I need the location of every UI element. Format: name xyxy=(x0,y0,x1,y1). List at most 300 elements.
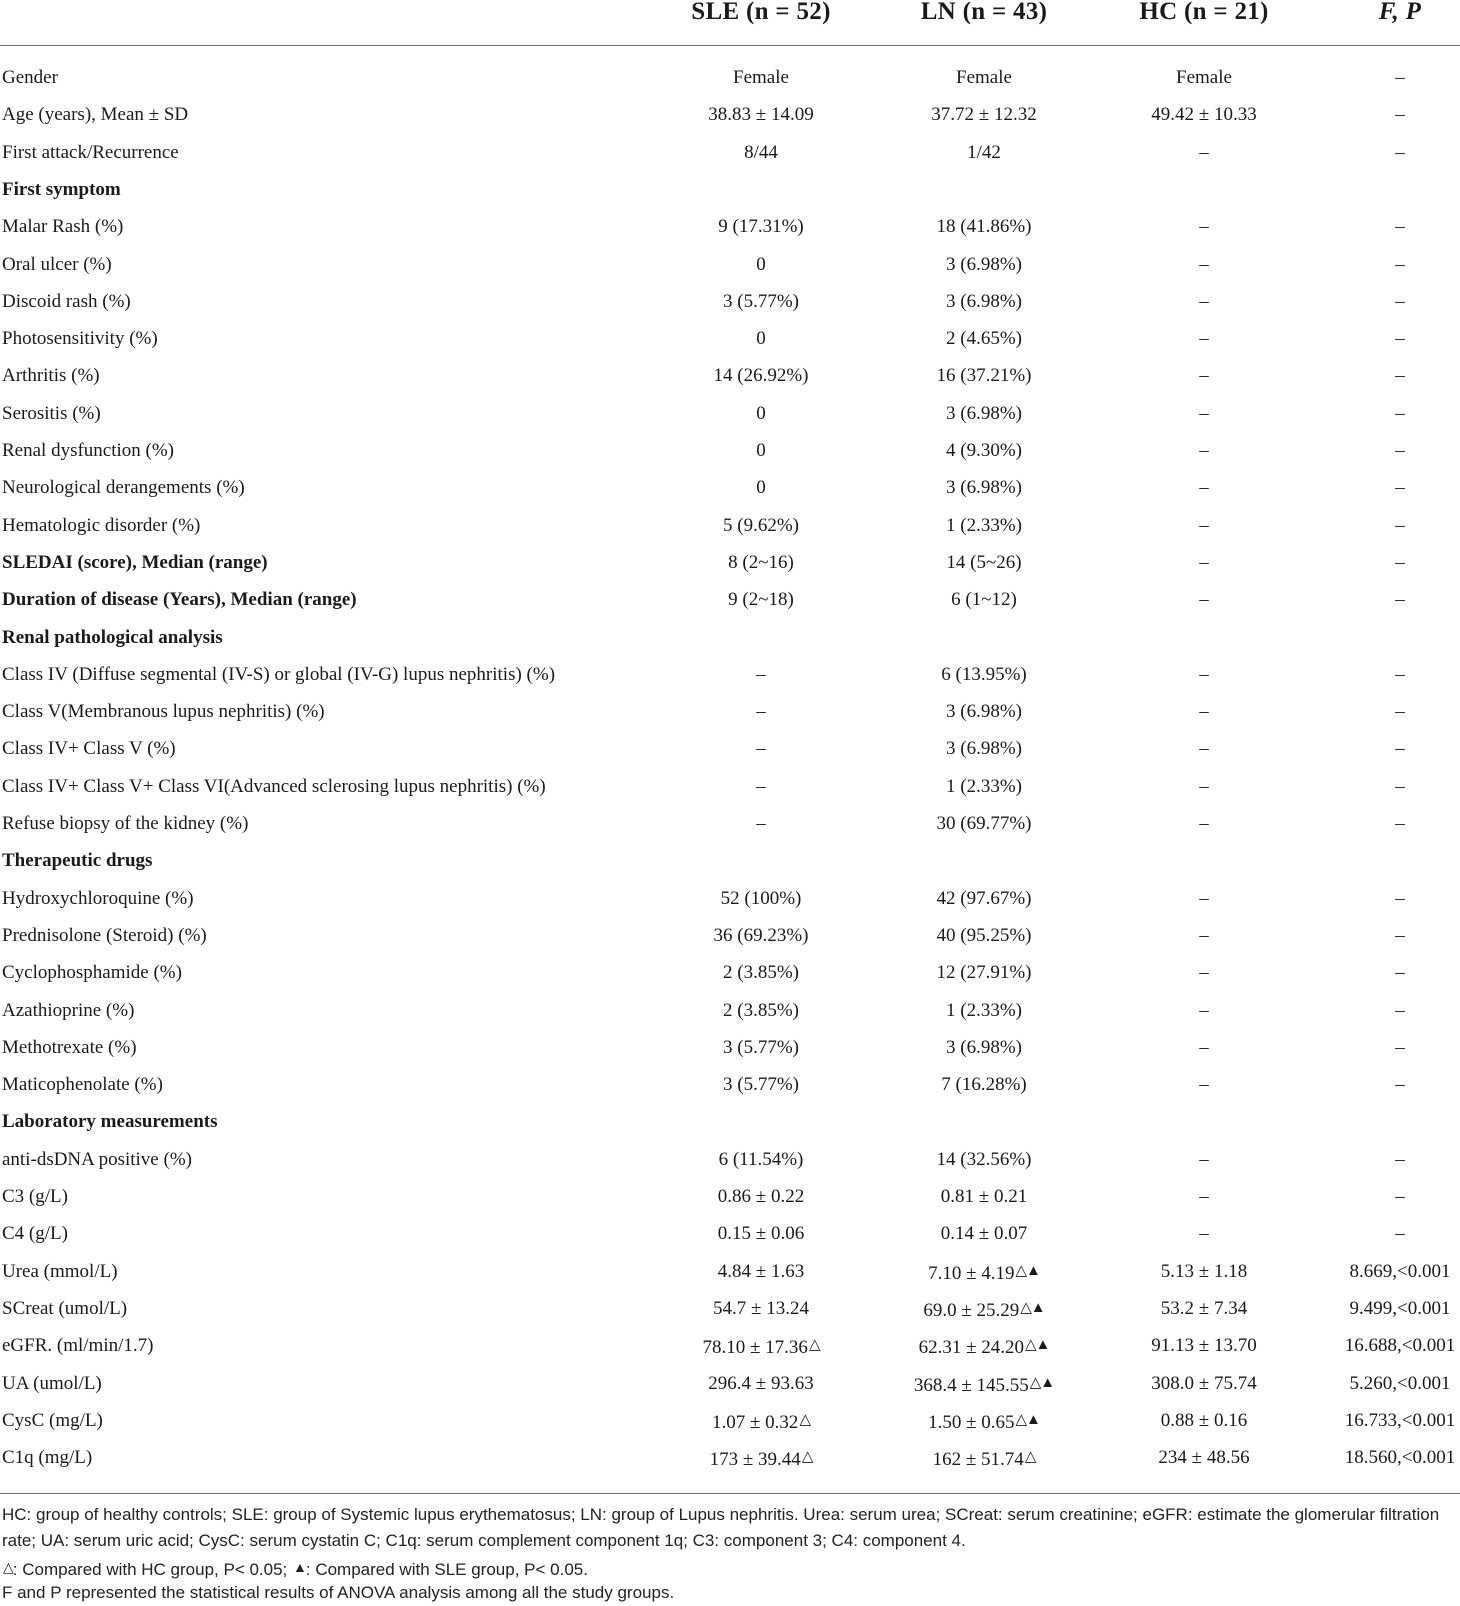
hc-value xyxy=(1151,1327,1256,1364)
ln-value xyxy=(941,656,1026,693)
ln-value-text: 18 (41.86%) xyxy=(936,216,1032,238)
row-label-text: Renal dysfunction (%) xyxy=(2,440,175,461)
row-label xyxy=(2,1290,127,1327)
sle-value xyxy=(723,954,799,991)
row-label xyxy=(2,1365,102,1402)
row-label-text: Methotrexate (%) xyxy=(2,1036,137,1058)
sle-value xyxy=(713,1290,809,1327)
sle-value-text: 9 (17.31%) xyxy=(718,216,804,238)
f-p-value-text: – xyxy=(1395,104,1405,126)
hc-value-text: – xyxy=(1199,701,1209,723)
table-row xyxy=(0,246,1460,283)
f-p-value xyxy=(1395,768,1405,805)
row-label xyxy=(2,432,174,469)
hc-value xyxy=(1199,1066,1209,1103)
ln-value-text: 42 (97.67%) xyxy=(936,887,1032,909)
sle-value-text: 2 (3.85%) xyxy=(723,962,799,984)
significance-marker-icon: △▲ xyxy=(1020,1299,1045,1316)
ln-value xyxy=(967,134,1001,171)
row-label xyxy=(2,59,58,96)
hc-value-text: – xyxy=(1199,328,1209,350)
sle-value-text: 36 (69.23%) xyxy=(713,924,809,946)
row-label-text: First attack/Recurrence xyxy=(2,141,179,163)
ln-value-text: 3 (6.98%) xyxy=(946,402,1022,424)
ln-value-text: 3 (6.98%) xyxy=(946,1036,1022,1058)
significance-marker-icon: △▲ xyxy=(1029,1374,1055,1391)
hc-value xyxy=(1199,208,1209,245)
table-row xyxy=(0,656,1460,693)
sle-value xyxy=(718,208,803,245)
sle-value-text: – xyxy=(756,663,766,685)
header-ln: LN (n = 43) xyxy=(920,0,1048,25)
sle-value-text: 3 (5.77%) xyxy=(723,1074,799,1096)
sle-value xyxy=(703,1327,820,1366)
hc-value xyxy=(1151,96,1256,133)
ln-value-text: 0.81 ± 0.21 xyxy=(940,1186,1028,1207)
hc-value xyxy=(1161,1402,1247,1439)
row-label xyxy=(2,992,134,1029)
hc-value-text: – xyxy=(1199,999,1209,1021)
hc-value-text: 49.42 ± 10.33 xyxy=(1151,104,1257,126)
hc-value xyxy=(1158,1439,1249,1476)
hc-value-text: – xyxy=(1199,477,1209,499)
sle-value-text: 0 xyxy=(756,402,766,424)
ln-value-text: 1/42 xyxy=(967,141,1001,163)
ln-value xyxy=(937,357,1032,394)
filled-triangle-icon: ▲ xyxy=(293,1559,306,1575)
ln-value xyxy=(933,1439,1036,1478)
hc-value-text: – xyxy=(1199,440,1209,461)
f-p-value xyxy=(1395,134,1405,171)
ln-value xyxy=(941,1066,1026,1103)
ln-value xyxy=(946,693,1022,730)
table-row xyxy=(0,954,1460,991)
f-p-value xyxy=(1395,357,1405,394)
row-label-text: Duration of disease (Years), Median (range) xyxy=(2,589,357,611)
hc-value xyxy=(1199,1178,1209,1215)
table-header xyxy=(0,0,1460,30)
f-p-value-text: – xyxy=(1395,514,1405,536)
sle-value-text: – xyxy=(756,813,766,834)
sle-value xyxy=(712,1402,810,1441)
ln-value-text: 37.72 ± 12.32 xyxy=(931,104,1037,126)
ln-value-text: 12 (27.91%) xyxy=(936,962,1032,984)
ln-value-text: 6 (1~12) xyxy=(951,589,1017,611)
row-label-text: Arthritis (%) xyxy=(2,365,100,387)
row-label xyxy=(2,469,245,506)
sle-value-text: 9 (2~18) xyxy=(728,589,794,611)
table-row xyxy=(0,208,1460,245)
sle-value-text: 0 xyxy=(756,328,766,350)
ln-value xyxy=(946,283,1022,320)
ln-value xyxy=(937,805,1032,842)
ln-value xyxy=(937,880,1032,917)
row-label-text: UA (umol/L) xyxy=(2,1372,102,1394)
sle-value-text: 296.4 ± 93.63 xyxy=(708,1372,814,1394)
ln-value xyxy=(946,432,1022,469)
row-label xyxy=(2,1066,163,1103)
f-p-value-text: 16.688,<0.001 xyxy=(1344,1335,1456,1357)
row-label xyxy=(2,730,176,767)
row-label-text: Photosensitivity (%) xyxy=(2,328,158,350)
row-label xyxy=(2,283,131,320)
f-p-value-text: 16.733,<0.001 xyxy=(1344,1409,1456,1431)
hc-value xyxy=(1199,320,1209,357)
hc-value-text: – xyxy=(1199,663,1209,685)
f-p-value xyxy=(1395,954,1405,991)
hc-value-text: 234 ± 48.56 xyxy=(1158,1447,1250,1469)
ln-value xyxy=(928,1402,1040,1441)
table-row xyxy=(0,581,1460,618)
f-p-value-text: – xyxy=(1395,813,1405,834)
row-label xyxy=(2,917,207,954)
row-label xyxy=(2,246,112,283)
sle-value xyxy=(708,1365,813,1402)
footnote-open-text: : Compared with HC group, P< 0.05; xyxy=(12,1560,288,1579)
f-p-value-text: – xyxy=(1395,440,1405,461)
ln-value-text: 3 (6.98%) xyxy=(946,738,1022,760)
ln-value-text: 3 (6.98%) xyxy=(946,253,1022,275)
row-label-text: Maticophenolate (%) xyxy=(2,1074,163,1096)
table-row xyxy=(0,730,1460,767)
row-label xyxy=(2,1253,118,1290)
ln-value xyxy=(956,59,1012,96)
sle-value xyxy=(756,432,766,469)
sle-value xyxy=(756,693,766,730)
row-label xyxy=(2,1327,153,1364)
sle-value xyxy=(756,656,766,693)
sle-value-text: 54.7 ± 13.24 xyxy=(713,1297,809,1319)
sle-value xyxy=(719,1141,804,1178)
row-label-text: Urea (mmol/L) xyxy=(2,1260,118,1282)
sle-value-text: 0 xyxy=(756,440,766,461)
significance-marker-icon: △ xyxy=(808,1337,820,1354)
table-row xyxy=(0,1439,1460,1476)
hc-value-text: – xyxy=(1199,365,1209,387)
sle-value-text: 1.07 ± 0.32 xyxy=(712,1411,799,1433)
sle-value-text: 78.10 ± 17.36 xyxy=(702,1337,808,1359)
header-sle: SLE (n = 52) xyxy=(691,0,831,25)
f-p-value-text: – xyxy=(1395,402,1405,424)
open-triangle-icon: △ xyxy=(3,1559,13,1575)
row-label-text: C4 (g/L) xyxy=(2,1223,68,1245)
sle-value xyxy=(744,134,778,171)
f-p-value-text: – xyxy=(1395,589,1405,611)
row-label-text: Cyclophosphamide (%) xyxy=(2,962,182,984)
section-header-row xyxy=(0,171,1460,208)
sle-value-text: 6 (11.54%) xyxy=(718,1148,804,1170)
significance-marker-icon: △▲ xyxy=(1025,1337,1050,1354)
hc-value xyxy=(1199,469,1209,506)
hc-value-text: – xyxy=(1199,141,1209,163)
ln-value-text: 14 (32.56%) xyxy=(936,1148,1032,1170)
f-p-value xyxy=(1395,1141,1405,1178)
hc-value xyxy=(1199,581,1209,618)
ln-value xyxy=(946,730,1022,767)
f-p-value xyxy=(1395,656,1405,693)
row-label xyxy=(2,768,546,805)
row-label-text: SLEDAI (score), Median (range) xyxy=(2,551,268,573)
row-label-text: Hematologic disorder (%) xyxy=(2,514,201,536)
hc-value xyxy=(1199,954,1209,991)
f-p-value-text: – xyxy=(1395,1186,1405,1207)
table-row xyxy=(0,1178,1460,1215)
hc-value xyxy=(1199,917,1209,954)
sle-value xyxy=(718,1178,804,1215)
ln-value xyxy=(946,246,1022,283)
sle-value xyxy=(718,1253,804,1290)
sle-value xyxy=(756,805,766,842)
f-p-value-text: – xyxy=(1395,328,1405,350)
significance-marker-icon: △ xyxy=(799,1411,810,1428)
hc-value-text: – xyxy=(1199,253,1209,275)
f-p-value-text: – xyxy=(1395,924,1405,946)
ln-value xyxy=(941,1178,1027,1215)
hc-value xyxy=(1199,283,1209,320)
ln-value xyxy=(928,1253,1040,1292)
bottom-rule xyxy=(0,1493,1460,1494)
ln-value-text: 14 (5~26) xyxy=(946,551,1022,573)
f-p-value xyxy=(1395,730,1405,767)
f-p-value xyxy=(1350,1290,1451,1327)
sle-value-text: – xyxy=(756,701,766,723)
f-p-value-text: – xyxy=(1395,663,1405,685)
row-label-text: First symptom xyxy=(2,178,121,200)
row-label-text: Class IV (Diffuse segmental (IV-S) or global (IV-G) lupus nephritis) (%) xyxy=(2,663,556,685)
significance-marker-icon: △▲ xyxy=(1015,1411,1040,1428)
hc-value xyxy=(1199,992,1209,1029)
hc-value xyxy=(1199,1029,1209,1066)
hc-value xyxy=(1199,880,1209,917)
table-row xyxy=(0,1290,1460,1327)
hc-value-text: – xyxy=(1199,738,1209,760)
header-hc: HC (n = 21) xyxy=(1139,0,1269,25)
table-row xyxy=(0,432,1460,469)
table-row xyxy=(0,1215,1460,1252)
row-label-text: Serositis (%) xyxy=(2,402,101,424)
sle-value xyxy=(721,880,802,917)
sle-value xyxy=(714,917,809,954)
ln-value-text: 30 (69.77%) xyxy=(936,813,1032,834)
f-p-value-text: – xyxy=(1395,551,1405,573)
hc-value-text: – xyxy=(1199,290,1209,312)
table-row xyxy=(0,59,1460,96)
sle-value-text: – xyxy=(756,775,766,797)
sle-value xyxy=(756,395,766,432)
row-label-text: eGFR. (ml/min/1.7) xyxy=(2,1335,154,1357)
header-f-p: F, P xyxy=(1378,0,1422,25)
hc-value xyxy=(1199,246,1209,283)
sle-value-text: 2 (3.85%) xyxy=(723,999,799,1021)
ln-value xyxy=(937,954,1032,991)
ln-value xyxy=(946,768,1022,805)
f-p-value-text: – xyxy=(1395,253,1405,275)
section-header-row xyxy=(0,1103,1460,1140)
table-row xyxy=(0,1141,1460,1178)
row-label xyxy=(2,805,248,842)
sle-value xyxy=(733,59,789,96)
ln-value-text: 7 (16.28%) xyxy=(941,1074,1027,1096)
hc-value xyxy=(1199,656,1209,693)
f-p-value-text: – xyxy=(1395,67,1405,88)
f-p-value-text: – xyxy=(1395,738,1405,760)
row-label-text: Therapeutic drugs xyxy=(2,850,153,872)
table-row xyxy=(0,1253,1460,1290)
sle-value xyxy=(756,768,766,805)
row-label xyxy=(2,619,223,656)
row-label xyxy=(2,1215,68,1252)
ln-value-text: 7.10 ± 4.19 xyxy=(928,1262,1015,1284)
row-label-text: Renal pathological analysis xyxy=(2,626,223,648)
sle-value xyxy=(723,283,799,320)
f-p-value xyxy=(1395,880,1405,917)
sle-value-text: Female xyxy=(733,67,789,88)
table-row xyxy=(0,469,1460,506)
row-label-text: Malar Rash (%) xyxy=(2,216,124,238)
f-p-value-text: – xyxy=(1395,141,1405,163)
ln-value-text: 162 ± 51.74 xyxy=(932,1449,1024,1471)
sle-value xyxy=(714,357,809,394)
hc-value xyxy=(1199,134,1209,171)
ln-value xyxy=(951,581,1017,618)
f-p-value-text: 9.499,<0.001 xyxy=(1349,1297,1451,1319)
sle-value xyxy=(708,96,813,133)
hc-value-text: – xyxy=(1199,775,1209,797)
sle-value xyxy=(710,1439,813,1478)
table-row xyxy=(0,357,1460,394)
header-rule xyxy=(0,45,1460,46)
hc-value xyxy=(1199,730,1209,767)
row-label xyxy=(2,1029,137,1066)
sle-value-text: 14 (26.92%) xyxy=(713,365,809,387)
f-p-value-text: – xyxy=(1395,1223,1405,1245)
sle-value-text: 8/44 xyxy=(744,141,778,163)
f-p-value-text: 18.560,<0.001 xyxy=(1344,1447,1456,1469)
row-label xyxy=(2,954,182,991)
f-p-value xyxy=(1395,544,1405,581)
footnote-filled-text: : Compared with SLE group, P< 0.05. xyxy=(305,1560,588,1579)
row-label-text: C3 (g/L) xyxy=(2,1186,68,1207)
ln-value-text: 1 (2.33%) xyxy=(946,999,1022,1021)
row-label xyxy=(2,171,121,208)
f-p-value-text: – xyxy=(1395,701,1405,723)
row-label-text: Age (years), Mean ± SD xyxy=(2,104,189,126)
f-p-value-text: – xyxy=(1395,999,1405,1021)
f-p-value xyxy=(1395,693,1405,730)
table-row xyxy=(0,96,1460,133)
table-row xyxy=(0,1327,1460,1364)
ln-value xyxy=(946,395,1022,432)
hc-value-text: Female xyxy=(1176,67,1232,88)
row-label xyxy=(2,134,179,171)
row-label xyxy=(2,357,100,394)
ln-value-text: 6 (13.95%) xyxy=(941,663,1027,685)
hc-value xyxy=(1199,768,1209,805)
hc-value xyxy=(1199,1215,1209,1252)
table-row xyxy=(0,1365,1460,1402)
row-label-text: Hydroxychloroquine (%) xyxy=(2,887,194,909)
table-row xyxy=(0,992,1460,1029)
hc-value xyxy=(1161,1253,1247,1290)
hc-value-text: – xyxy=(1199,1148,1209,1170)
f-p-value-text: – xyxy=(1395,887,1405,909)
f-p-value xyxy=(1345,1327,1455,1364)
sle-value-text: 5 (9.62%) xyxy=(723,514,799,536)
hc-value-text: – xyxy=(1199,962,1209,984)
hc-value-text: 0.88 ± 0.16 xyxy=(1160,1409,1248,1431)
hc-value xyxy=(1199,1141,1209,1178)
f-p-value-text: – xyxy=(1395,365,1405,387)
f-p-value xyxy=(1395,432,1405,469)
row-label-text: Azathioprine (%) xyxy=(2,999,135,1021)
row-label xyxy=(2,842,152,879)
hc-value xyxy=(1161,1290,1247,1327)
ln-value xyxy=(946,544,1021,581)
hc-value-text: 53.2 ± 7.34 xyxy=(1160,1297,1248,1319)
f-p-value-text: – xyxy=(1395,1036,1405,1058)
ln-value-text: 69.0 ± 25.29 xyxy=(923,1299,1020,1321)
row-label xyxy=(2,693,325,730)
hc-value-text: – xyxy=(1199,216,1209,238)
sle-value-text: 0 xyxy=(756,253,766,275)
f-p-value xyxy=(1345,1439,1455,1476)
f-p-value xyxy=(1345,1402,1455,1439)
row-label-text: anti-dsDNA positive (%) xyxy=(2,1148,192,1170)
ln-value-text: 3 (6.98%) xyxy=(946,701,1022,723)
sle-value xyxy=(756,246,766,283)
ln-value xyxy=(946,320,1022,357)
sle-value-text: 3 (5.77%) xyxy=(723,1036,799,1058)
row-label-text: Gender xyxy=(2,67,58,88)
hc-value-text: – xyxy=(1199,551,1209,573)
ln-value xyxy=(946,469,1022,506)
ln-value xyxy=(937,1141,1032,1178)
sle-value xyxy=(723,1066,799,1103)
row-label-text: Discoid rash (%) xyxy=(2,290,131,312)
hc-value xyxy=(1199,395,1209,432)
sle-value xyxy=(756,320,766,357)
sle-value xyxy=(718,1215,804,1252)
hc-value-text: – xyxy=(1199,402,1209,424)
row-label-text: Prednisolone (Steroid) (%) xyxy=(2,924,207,946)
table-row xyxy=(0,395,1460,432)
row-label xyxy=(2,507,200,544)
sle-value-text: 173 ± 39.44 xyxy=(709,1449,801,1471)
sle-value-text: 8 (2~16) xyxy=(728,551,794,573)
ln-value xyxy=(937,208,1032,245)
f-p-value xyxy=(1395,395,1405,432)
ln-value-text: Female xyxy=(956,67,1012,88)
hc-value-text: 308.0 ± 75.74 xyxy=(1151,1372,1257,1394)
row-label-text: C1q (mg/L) xyxy=(2,1447,93,1469)
sle-value-text: 4.84 ± 1.63 xyxy=(717,1260,805,1282)
hc-value-text: – xyxy=(1199,589,1209,611)
sle-value-text: 0.86 ± 0.22 xyxy=(717,1186,805,1207)
table-row xyxy=(0,917,1460,954)
ln-value-text: 4 (9.30%) xyxy=(946,440,1022,461)
hc-value-text: – xyxy=(1199,514,1209,536)
table-row xyxy=(0,805,1460,842)
hc-value-text: – xyxy=(1199,887,1209,909)
table-row xyxy=(0,880,1460,917)
table-row xyxy=(0,768,1460,805)
table-row xyxy=(0,507,1460,544)
f-p-value xyxy=(1395,469,1405,506)
sle-value-text: 52 (100%) xyxy=(720,887,802,909)
row-label xyxy=(2,880,194,917)
sle-value-text: 38.83 ± 14.09 xyxy=(708,104,814,126)
f-p-value xyxy=(1395,208,1405,245)
